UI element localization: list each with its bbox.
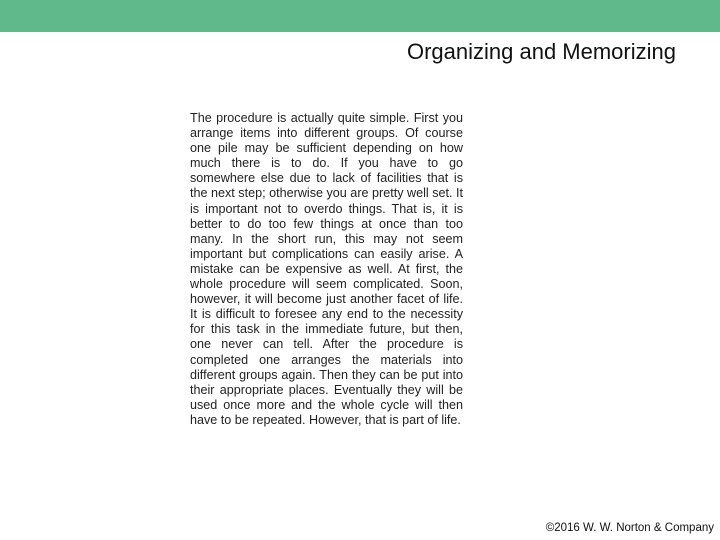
- body-paragraph: The procedure is actually quite simple. First you arrange items into different groups. Of course one pile may be sufficient depending on how much there is to do. If you have to go somewhere else due to lack of facilities that is the next step; otherwise you are pretty well set. It is important not to overdo things. That is, it is better to do too few things at once than too many. In the short run, this may not seem important but complications can easily arise. A mistake can be expensive as well. At first, the whole procedure will seem complicated. Soon, however, it will become just another facet of life. It is difficult to foresee any end to the necessity for this task in the immediate future, but then, one never can tell. After the procedure is completed one arranges the materials into different groups again. Then they can be put into their appropriate places. Eventually they will be used once more and the whole cycle will then have to be repeated. However, that is part of life.: [190, 111, 463, 427]
- copyright-notice: ©2016 W. W. Norton & Company: [545, 522, 714, 534]
- slide-title: Organizing and Memorizing: [406, 39, 676, 64]
- header-accent-bar: [0, 0, 720, 32]
